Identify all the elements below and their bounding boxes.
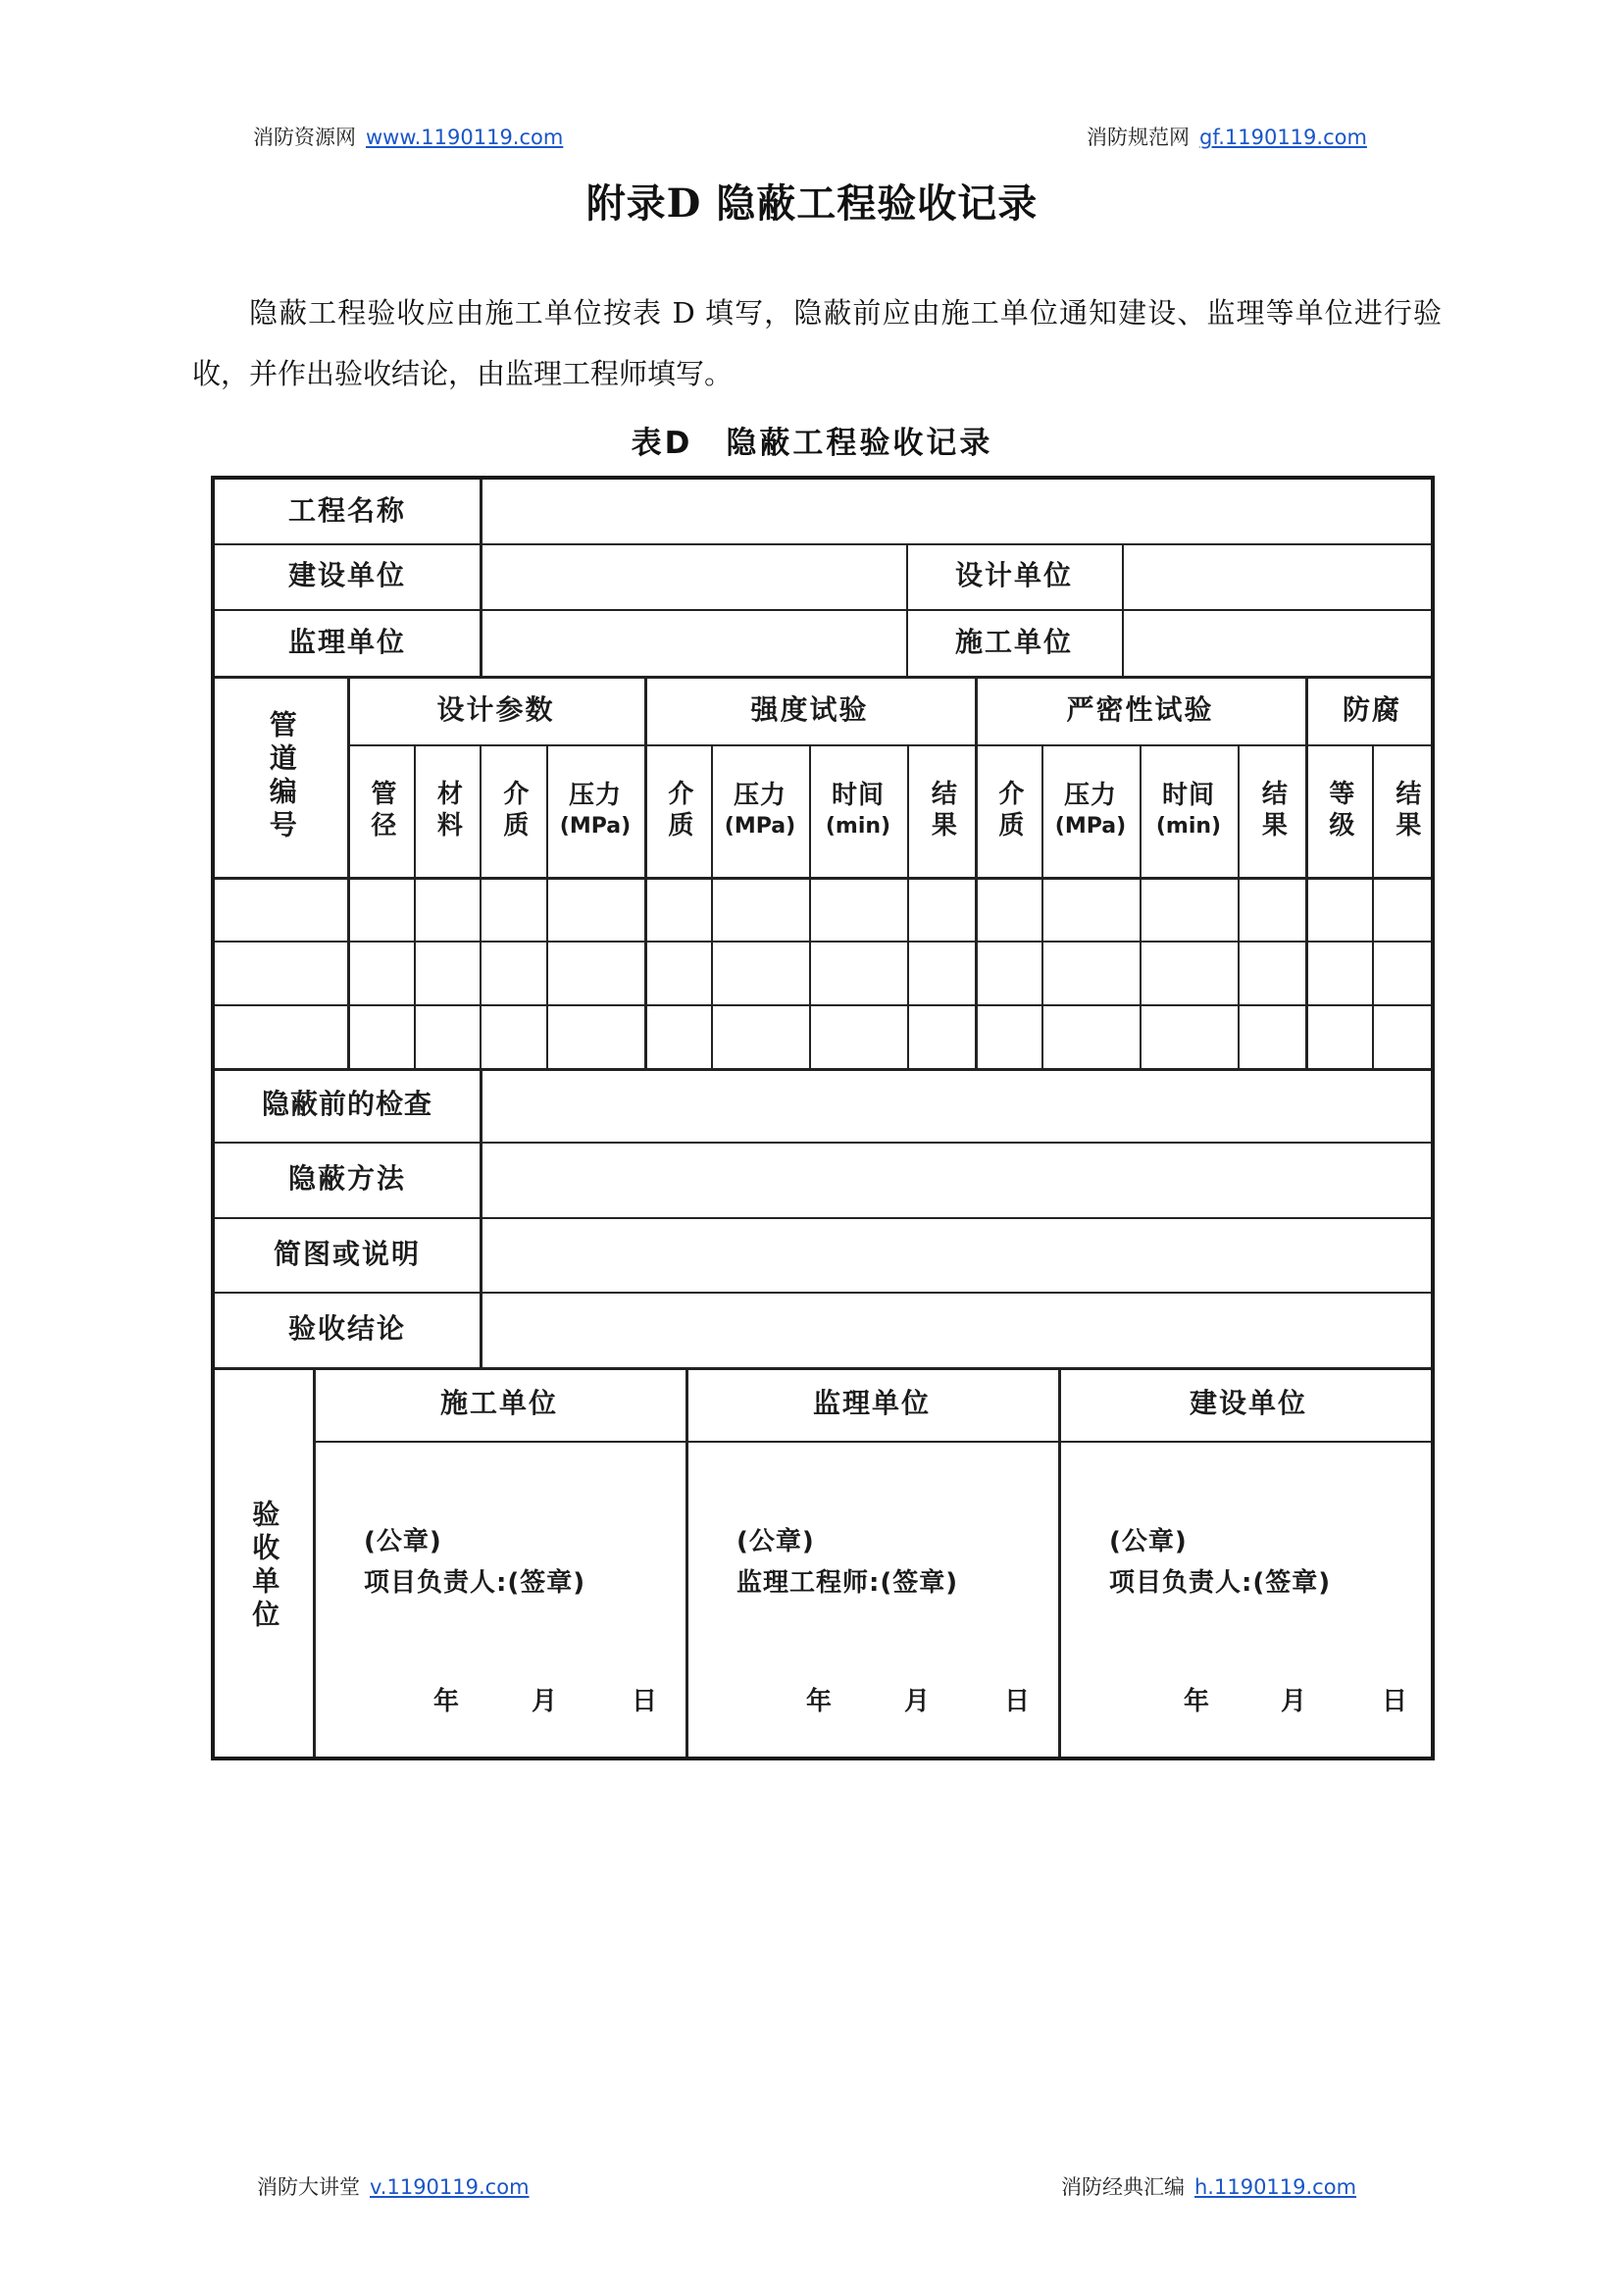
- subheader-medium: 介质: [498, 779, 529, 842]
- design-unit-label: 设计单位: [954, 559, 1073, 592]
- conclusion-field[interactable]: [482, 1292, 1435, 1367]
- header-right: [1087, 122, 1367, 151]
- header-left-link[interactable]: www.1190119.com: [366, 126, 564, 149]
- subheader-tightness-time-unit: (min): [1155, 814, 1222, 840]
- design-params-header: 设计参数: [436, 692, 555, 726]
- date-year: 年: [1184, 1687, 1210, 1716]
- sketch-label: 简图或说明: [273, 1237, 421, 1270]
- subheader-tightness-time-label: 时间: [1161, 781, 1215, 811]
- subheader-tightness-medium: 介质: [993, 779, 1024, 842]
- sign-unit-construction: 建设单位: [1189, 1387, 1307, 1420]
- subheader-strength-time-label: 时间: [831, 781, 885, 811]
- subheader-tightness-time: [1140, 744, 1238, 877]
- signer-label: 项目负责人:(签章): [364, 1568, 586, 1598]
- date-day: 日: [632, 1687, 658, 1716]
- concealment-method-field[interactable]: [482, 1142, 1435, 1217]
- pipe-number-label: 管道编号: [265, 709, 298, 843]
- subheader-pressure: [546, 744, 644, 877]
- subheader-tightness-pressure-unit: (MPa): [1054, 814, 1127, 840]
- subheader-strength-pressure-label: 压力: [733, 781, 787, 811]
- date-day: 日: [1382, 1687, 1408, 1716]
- sign-block-construction[interactable]: [1109, 1521, 1331, 1604]
- builder-unit-field[interactable]: [1124, 609, 1435, 676]
- subheader-pressure-label: 压力: [568, 781, 622, 811]
- subheader-strength-pressure: [711, 744, 809, 877]
- subheader-strength-time: [809, 744, 907, 877]
- header-left: [253, 122, 563, 151]
- date-month: 月: [1281, 1687, 1307, 1716]
- signer-label: 项目负责人:(签章): [1109, 1568, 1332, 1598]
- footer-right-label: 消防经典汇编: [1061, 2175, 1185, 2199]
- subheader-pressure-unit: (MPa): [559, 814, 632, 840]
- subheader-strength-result: 结果: [927, 779, 957, 842]
- subheader-tightness-pressure: [1041, 744, 1140, 877]
- project-name-field[interactable]: [482, 480, 1435, 543]
- sign-unit-builder: 施工单位: [439, 1387, 558, 1420]
- subheader-strength-time-unit: (min): [825, 814, 891, 840]
- header-right-link[interactable]: gf.1190119.com: [1199, 126, 1367, 149]
- table-row[interactable]: [215, 877, 1435, 941]
- table-caption: 表D 隐蔽工程验收记录: [631, 426, 993, 461]
- design-unit-field[interactable]: [1124, 543, 1435, 609]
- intro-paragraph: 隐蔽工程验收应由施工单位按表 D 填写，隐蔽前应由施工单位通知建设、监理等单位进行验收，并作出验收结论，由监理工程师填写。: [192, 296, 1442, 390]
- project-name-label: 工程名称: [287, 494, 406, 528]
- subheader-strength-medium: 介质: [663, 779, 693, 842]
- supervision-unit-label: 监理单位: [287, 625, 406, 658]
- footer-left-label: 消防大讲堂: [257, 2175, 360, 2199]
- table-row[interactable]: [215, 1004, 1435, 1068]
- pre-inspection-field[interactable]: [482, 1068, 1435, 1142]
- pre-inspection-label: 隐蔽前的检查: [261, 1088, 432, 1121]
- date-month: 月: [904, 1687, 931, 1716]
- tightness-test-header: 严密性试验: [1066, 692, 1214, 726]
- footer-right: [1061, 2171, 1356, 2201]
- subheader-diameter: 管径: [366, 779, 396, 842]
- subheader-anticorrosion-result: 结果: [1391, 779, 1421, 842]
- strength-test-header: 强度试验: [750, 692, 869, 726]
- header-left-label: 消防资源网: [253, 126, 356, 149]
- acceptance-record-table: [211, 476, 1435, 1760]
- subheader-tightness-pressure-label: 压力: [1063, 781, 1117, 811]
- seal-label: (公章): [364, 1527, 442, 1556]
- sign-block-supervision[interactable]: [736, 1521, 958, 1604]
- sign-unit-supervision: 监理单位: [812, 1387, 931, 1420]
- subheader-strength-pressure-unit: (MPa): [724, 814, 796, 840]
- footer-left: [257, 2171, 530, 2201]
- subheader-tightness-result: 结果: [1257, 779, 1288, 842]
- sign-block-builder[interactable]: [364, 1521, 585, 1604]
- acceptance-units-label: 验收单位: [248, 1499, 281, 1633]
- construction-unit-field[interactable]: [482, 543, 906, 609]
- footer-left-link[interactable]: v.1190119.com: [370, 2175, 530, 2199]
- subheader-material: 材料: [432, 779, 463, 842]
- conclusion-label: 验收结论: [287, 1312, 406, 1346]
- date-year: 年: [433, 1687, 460, 1716]
- date-day: 日: [1004, 1687, 1031, 1716]
- table-row[interactable]: [215, 941, 1435, 1004]
- date-year: 年: [806, 1687, 833, 1716]
- date-month: 月: [532, 1687, 558, 1716]
- footer-right-link[interactable]: h.1190119.com: [1194, 2175, 1357, 2199]
- concealment-method-label: 隐蔽方法: [287, 1162, 406, 1196]
- anticorrosion-header: 防腐: [1342, 692, 1401, 726]
- sketch-field[interactable]: [482, 1217, 1435, 1292]
- subheader-grade: 等级: [1324, 779, 1354, 842]
- supervision-unit-field[interactable]: [482, 609, 906, 676]
- header-right-label: 消防规范网: [1087, 126, 1190, 149]
- document-title: 附录D 隐蔽工程验收记录: [585, 180, 1039, 227]
- seal-label: (公章): [736, 1527, 815, 1556]
- signer-label: 监理工程师:(签章): [736, 1568, 959, 1598]
- builder-unit-label: 施工单位: [954, 625, 1073, 658]
- seal-label: (公章): [1109, 1527, 1188, 1556]
- construction-unit-label: 建设单位: [287, 559, 406, 592]
